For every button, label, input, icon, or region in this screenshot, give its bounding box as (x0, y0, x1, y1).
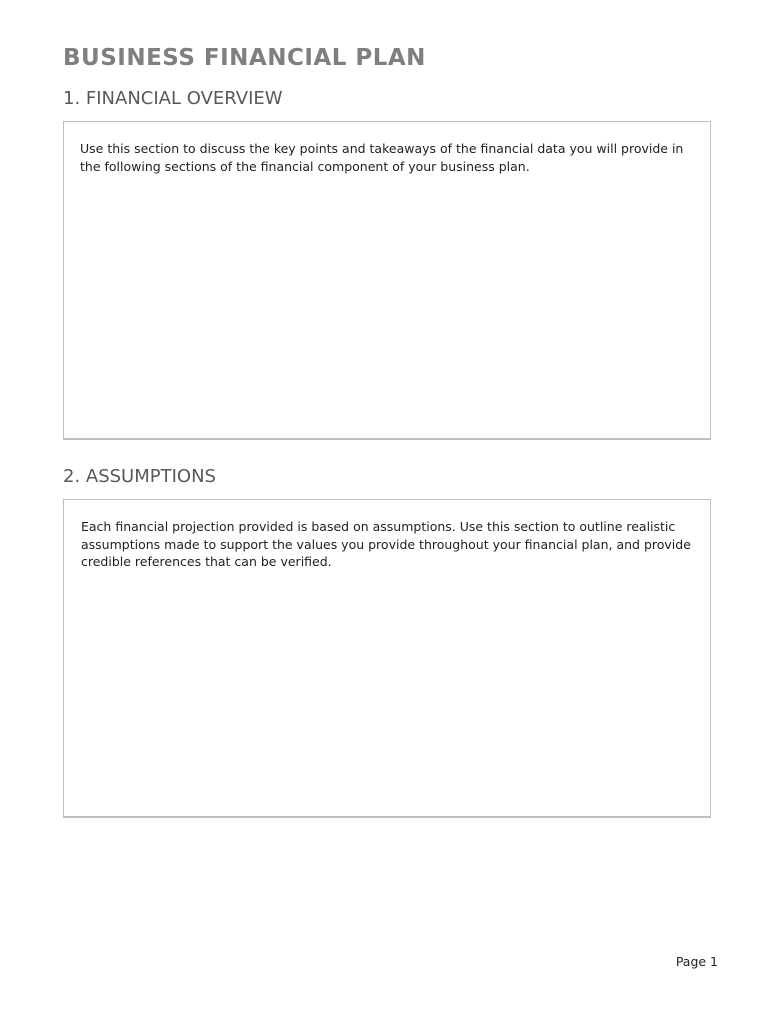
assumptions-text-box[interactable] (63, 499, 711, 818)
section-heading-assumptions: 2. ASSUMPTIONS (63, 466, 216, 487)
document-title: BUSINESS FINANCIAL PLAN (63, 45, 426, 71)
financial-overview-instructions: Use this section to discuss the key points and takeaways of the financial data you will provide in the following sections of the financial component of your business plan. (80, 141, 684, 174)
assumptions-instructions: Each financial projection provided is based on assumptions. Use this section to outline realistic assumptions made to support the values you provide throughout your financial plan, and provide credible references that can be verified. (81, 519, 691, 569)
section-heading-financial-overview: 1. FINANCIAL OVERVIEW (63, 88, 283, 109)
financial-overview-text-box[interactable] (63, 121, 711, 440)
page-number: Page 1 (675, 954, 718, 969)
